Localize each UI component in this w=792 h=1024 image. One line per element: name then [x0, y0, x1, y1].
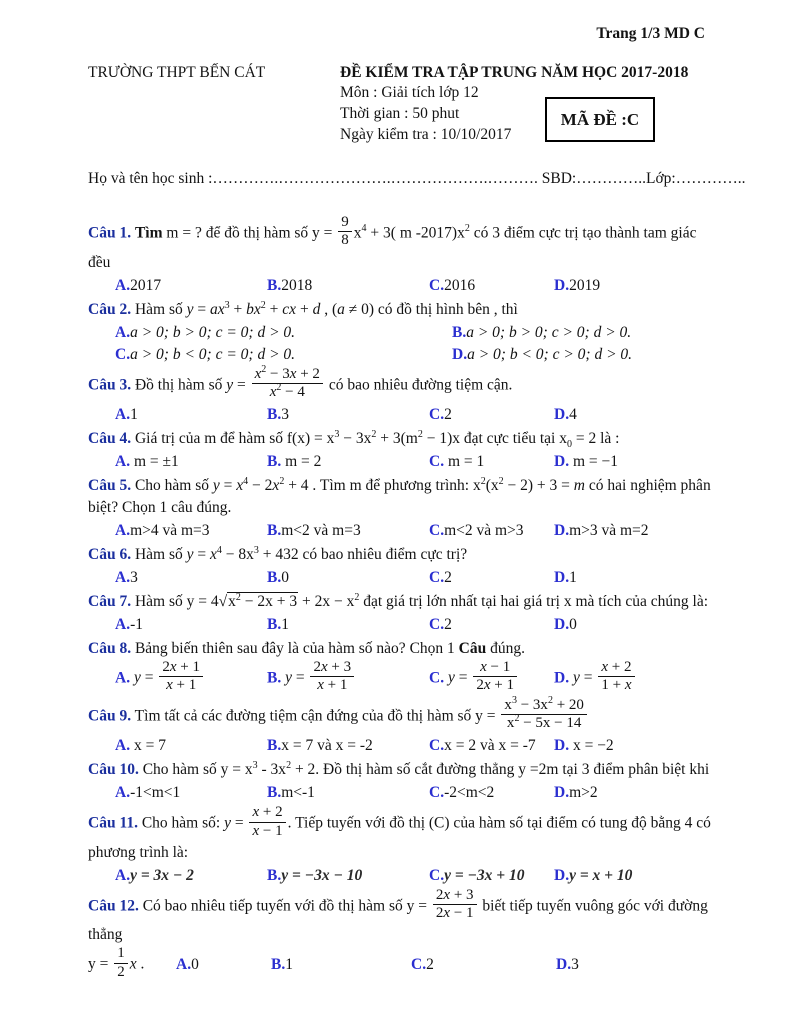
question-text: Câu 4. Giá trị của m để hàm số $f(x) = x^3 - 3x^2 + 3(m^2 - 1)x$ đạt cực tiểu tại $x_0 = 2$ là : [88, 428, 620, 451]
option-text: m>3 và m=2 [569, 522, 649, 540]
option-text: y = $\frac{2x + 3}{x + 1}$ [281, 669, 356, 686]
option-text: x = 7 và x = -2 [281, 737, 373, 755]
question-block [88, 428, 712, 473]
option-a [115, 451, 267, 473]
option-letter: B. [267, 616, 282, 634]
option-text: x = 7 [130, 737, 166, 755]
option-letter: A. [115, 453, 131, 471]
option-text: y = $\frac{x + 2}{1 + x}$ [569, 669, 636, 686]
exam-code-box [545, 97, 655, 142]
option-d [554, 865, 712, 887]
exam-code-label: MÃ ĐỀ :C [560, 109, 640, 129]
option-letter: B. [267, 737, 282, 755]
question-block [88, 806, 712, 887]
option-text: m<2 và m=3 [281, 522, 361, 540]
option-letter: D. [554, 569, 570, 587]
option-text: 2 [444, 406, 452, 424]
option-a [115, 614, 267, 636]
options-row [88, 865, 712, 887]
option-a [115, 520, 267, 542]
option-c [429, 567, 554, 589]
title-block [340, 64, 712, 145]
question-label: Câu 2. [88, 300, 132, 318]
option-letter: B. [267, 784, 282, 802]
option-d [554, 782, 712, 804]
option-a [115, 661, 267, 697]
option-text: a > 0; b < 0; c > 0; d > 0. [467, 345, 633, 363]
option-letter: C. [429, 737, 445, 755]
question-label: Câu 4. [88, 430, 132, 448]
question-block [88, 591, 712, 636]
option-a [115, 275, 267, 297]
option-b [271, 954, 411, 976]
option-text: -1 [130, 616, 143, 634]
question-label: Câu 8. [88, 640, 132, 658]
option-b [267, 614, 429, 636]
option-letter: D. [554, 616, 570, 634]
option-a [115, 322, 452, 344]
question-block [88, 216, 712, 297]
option-d [554, 661, 712, 697]
option-text: x = 2 và x = -7 [444, 737, 536, 755]
option-text: 1 [285, 955, 293, 973]
option-letter: C. [429, 866, 445, 884]
question-label: Câu 1. [88, 224, 132, 242]
questions [88, 216, 712, 985]
option-text: -2<m<2 [444, 784, 495, 802]
option-letter: D. [554, 737, 570, 755]
question-block [88, 886, 712, 983]
option-text: 3 [281, 406, 289, 424]
option-text: m>2 [569, 784, 598, 802]
option-letter: D. [554, 522, 570, 540]
option-b [267, 520, 429, 542]
exam-title: ĐỀ KIỂM TRA TẬP TRUNG NĂM HỌC 2017-2018 [340, 64, 689, 81]
school-name: TRƯỜNG THPT BẾN CÁT [88, 64, 266, 81]
question-text: Câu 6. Hàm số $y = x^4 - 8x^3 + 432$ có bao nhiêu điểm cực trị? [88, 544, 468, 564]
option-letter: D. [554, 406, 570, 424]
option-text: a > 0; b > 0; c > 0; d > 0. [466, 323, 632, 341]
option-b [267, 782, 429, 804]
option-letter: D. [554, 784, 570, 802]
option-letter: B. [267, 866, 282, 884]
date-line: Ngày kiểm tra : 10/10/2017 [340, 126, 512, 143]
options-row [88, 275, 712, 297]
formula-lead: y = $\frac{1}{2}$ x . [88, 945, 145, 980]
option-d [554, 567, 712, 589]
question-label: Câu 6. [88, 546, 132, 564]
option-c [429, 404, 554, 426]
question-block [88, 694, 712, 758]
option-text: y = x + 10 [569, 866, 633, 884]
question-text: Câu 2. Hàm số $y = ax^3 + bx^2$ + cx + d , (a ≠ 0) có đồ thị hình bên , thì [88, 299, 518, 318]
option-text: 4 [569, 406, 577, 424]
time-line: Thời gian : 50 phut [340, 105, 460, 122]
option-b [267, 451, 429, 473]
option-letter: A. [176, 955, 192, 973]
question-block [88, 544, 712, 589]
option-d [554, 404, 712, 426]
option-c [411, 954, 556, 976]
question-block [88, 299, 712, 366]
question-label: Câu 3. [88, 375, 132, 393]
option-b [267, 567, 429, 589]
option-b [267, 661, 429, 697]
option-c [429, 735, 554, 757]
option-letter: A. [115, 276, 131, 294]
option-text: 2 [444, 616, 452, 634]
option-letter: A. [115, 406, 131, 424]
option-text: m<2 và m>3 [444, 522, 524, 540]
option-text: y = 3x − 2 [130, 866, 194, 884]
option-letter: C. [429, 784, 445, 802]
option-text: y = −3x + 10 [444, 866, 525, 884]
option-text: 3 [130, 569, 138, 587]
option-d [554, 614, 712, 636]
option-letter: D. [556, 955, 572, 973]
question-label: Câu 5. [88, 477, 132, 495]
option-c [429, 614, 554, 636]
option-b [267, 865, 429, 887]
page-number-label: Trang 1/3 MD C [596, 25, 705, 42]
options-row [88, 451, 712, 473]
option-a [115, 567, 267, 589]
options-row [88, 782, 712, 804]
option-text: 0 [281, 569, 289, 587]
option-letter: A. [115, 616, 131, 634]
option-text: y = −3x − 10 [281, 866, 363, 884]
question-text: Câu 11. Cho hàm số: y = $\frac{x + 2}{x - 1}$ . Tiếp tuyến với đồ thị (C) của hàm số tại điểm có tung độ bằng 4 có phương trình là: [88, 804, 711, 861]
option-letter: C. [429, 453, 445, 471]
option-text: m = −1 [569, 453, 618, 471]
option-letter: B. [452, 323, 467, 341]
question-block [88, 363, 712, 427]
option-letter: D. [452, 345, 468, 363]
option-letter: B. [267, 569, 282, 587]
option-c [429, 661, 554, 697]
option-letter: D. [554, 669, 570, 687]
option-c [429, 275, 554, 297]
option-text: x = −2 [569, 737, 614, 755]
options-row [88, 661, 712, 697]
option-d [554, 451, 712, 473]
option-letter: C. [429, 669, 445, 687]
option-b [267, 735, 429, 757]
option-letter: D. [554, 453, 570, 471]
option-letter: D. [554, 866, 570, 884]
option-a [115, 782, 267, 804]
option-letter: C. [429, 406, 445, 424]
option-text: m = 2 [281, 453, 322, 471]
option-letter: A. [115, 323, 131, 341]
options-row [88, 520, 712, 542]
option-d [452, 344, 712, 366]
question-text: Câu 12. Có bao nhiêu tiếp tuyến với đồ thị hàm số y = $\frac{2x + 3}{2x - 1}$ biết tiếp tuyến vuông góc với đường thẳng [88, 886, 708, 944]
option-c [429, 451, 554, 473]
option-letter: A. [115, 737, 131, 755]
option-text: 2 [444, 569, 452, 587]
question-text: Câu 10. Cho hàm số $y = x^3 - 3x^2 + 2$. Đồ thị hàm số cắt đường thẳng y =2m tại 3 điểm phân biệt khi [88, 760, 710, 779]
options-row [88, 404, 712, 426]
option-letter: B. [267, 669, 282, 687]
option-letter: A. [115, 784, 131, 802]
option-text: 2017 [130, 276, 162, 294]
option-letter: C. [429, 276, 445, 294]
option-letter: B. [267, 453, 282, 471]
option-letter: A. [115, 669, 131, 687]
option-b [267, 275, 429, 297]
question-label: Câu 12. [88, 897, 139, 915]
option-text: 2 [426, 955, 434, 973]
option-letter: C. [429, 569, 445, 587]
option-a [176, 954, 271, 976]
question-text: Câu 5. Cho hàm số $y = x^4 - 2x^2 + 4$ . Tìm m để phương trình: $x^2(x^2 - 2) + 3 = m$ có hai nghiệm phân biệt? Chọn 1 câu đúng. [88, 475, 711, 517]
option-text: -1<m<1 [130, 784, 181, 802]
option-c [115, 344, 452, 366]
question-text: Câu 9. Tìm tất cả các đường tiệm cận đứng của đồ thị hàm số y = $\frac{x^3 - 3x^2 + 20}{x^2 - 5x - 14}$ [88, 699, 712, 735]
option-text: 2019 [569, 276, 601, 294]
option-letter: D. [554, 276, 570, 294]
question-text: Câu 8. Bảng biến thiên sau đây là của hàm số nào? Chọn 1 Câu đúng. [88, 640, 525, 658]
option-c [429, 782, 554, 804]
option-text: 1 [569, 569, 577, 587]
question-text: Câu 1. Tìm m = ? để đồ thị hàm số y = $\frac{9}{8}$ $x^4 + 3$( m $-2017)x^2$ có 3 điểm cực trị tạo thành tam giác đều [88, 214, 697, 271]
option-a [115, 404, 267, 426]
option-letter: C. [429, 616, 445, 634]
option-letter: C. [429, 522, 445, 540]
option-letter: A. [115, 522, 131, 540]
option-letter: B. [267, 276, 282, 294]
option-text: 2018 [281, 276, 313, 294]
question-block [88, 759, 712, 804]
option-b [452, 322, 712, 344]
options-row [88, 735, 712, 757]
option-letter: C. [411, 955, 427, 973]
subject-line: Môn : Giải tích lớp 12 [340, 84, 479, 101]
options-row [88, 322, 712, 366]
option-text: 0 [569, 616, 577, 634]
question-label: Câu 7. [88, 593, 132, 611]
option-d [554, 520, 712, 542]
question-block [88, 475, 712, 542]
option-text: m = ±1 [130, 453, 179, 471]
option-d [554, 735, 712, 757]
question-label: Câu 9. [88, 707, 132, 725]
question-label: Câu 11. [88, 814, 138, 832]
option-letter: B. [271, 955, 286, 973]
option-text: a > 0; b > 0; c = 0; d > 0. [130, 323, 296, 341]
option-text: y = $\frac{x - 1}{2x + 1}$ [444, 669, 519, 686]
option-text: m<-1 [281, 784, 315, 802]
option-letter: C. [115, 345, 131, 363]
option-a [115, 735, 267, 757]
option-b [267, 404, 429, 426]
option-text: 1 [130, 406, 138, 424]
option-d [554, 275, 712, 297]
option-c [429, 865, 554, 887]
option-text: 3 [571, 955, 579, 973]
option-text: a > 0; b < 0; c = 0; d > 0. [130, 345, 296, 363]
options-row [88, 947, 712, 983]
option-a [115, 865, 267, 887]
option-text: y = $\frac{2x + 1}{x + 1}$ [130, 669, 205, 686]
option-text: 2016 [444, 276, 476, 294]
student-info-line: Họ và tên học sinh :………….………………….……………….………. SBD:…………..Lớp:………….. [88, 170, 746, 187]
options-row [88, 567, 712, 589]
option-letter: A. [115, 866, 131, 884]
question-text: Câu 3. Đồ thị hàm số y = $\frac{x^2 - 3x + 2}{x^2 - 4}$ có bao nhiêu đường tiệm cận. [88, 363, 513, 400]
option-letter: A. [115, 569, 131, 587]
option-letter: B. [267, 522, 282, 540]
option-c [429, 520, 554, 542]
option-d [556, 954, 712, 976]
option-letter: B. [267, 406, 282, 424]
option-text: m>4 và m=3 [130, 522, 210, 540]
question-text: Câu 7. Hàm số $y = 4√x^2 - 2x + 3 + 2x - x^2$ đạt giá trị lớn nhất tại hai giá trị x mà tích của chúng là: [88, 591, 709, 611]
options-row [88, 614, 712, 636]
question-label: Câu 10. [88, 761, 139, 779]
option-text: 0 [191, 955, 199, 973]
question-block [88, 638, 712, 697]
option-text: 1 [281, 616, 289, 634]
option-text: m = 1 [444, 453, 485, 471]
